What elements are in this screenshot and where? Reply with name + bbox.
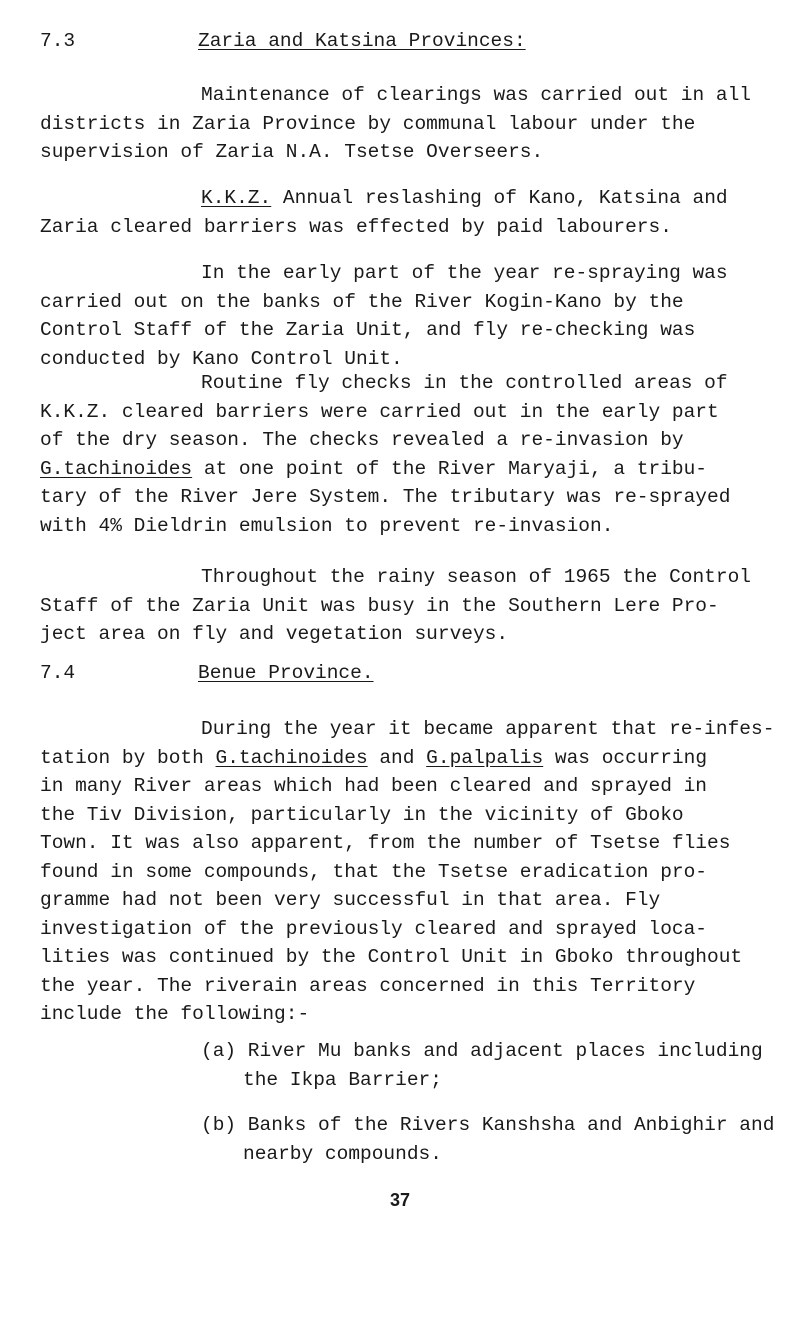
text-line: Zaria cleared barriers was effected by paid labourers. [40, 215, 672, 238]
text-line: Staff of the Zaria Unit was busy in the Southern Lere Pro- [40, 594, 719, 617]
text-line: Throughout the rainy season of 1965 the Control [201, 566, 751, 588]
text-fragment: and [367, 746, 427, 769]
text-line: with 4% Dieldrin emulsion to prevent re-invasion. [40, 514, 614, 537]
text-fragment: Banks of the Rivers Kanshsha and Anbighir and [236, 1114, 775, 1136]
text-fragment: was occurring [543, 746, 708, 769]
section-heading-7-3 [40, 30, 526, 52]
section-number: 7.3 [40, 30, 76, 52]
text-fragment: at one point of the River Maryaji, a tribu- [192, 457, 708, 480]
text-line: found in some compounds, that the Tsetse eradication pro- [40, 860, 708, 883]
paragraph-rainy-season [40, 563, 760, 649]
text-fragment: tation by both [40, 746, 216, 769]
text-line: carried out on the banks of the River Kogin-Kano by the [40, 290, 684, 313]
species-name: G.palpalis [426, 746, 544, 769]
section-title: Benue Province. [198, 662, 374, 684]
text-line: the Ikpa Barrier; [243, 1068, 442, 1091]
text-line: lities was continued by the Control Unit in Gboko throughout [40, 946, 743, 968]
item-label: (b) [201, 1114, 237, 1136]
text-line: K.K.Z. cleared barriers were carried out in the early part [40, 400, 719, 423]
paragraph-kkz-reslashing [40, 184, 760, 241]
text-line: tary of the River Jere System. The tributary was re-sprayed [40, 486, 731, 508]
text-fragment: Annual reslashing of Kano, Katsina and [271, 187, 728, 209]
text-line: During the year it became apparent that re-infes- [201, 718, 775, 740]
text-line: Town. It was also apparent, from the number of Tsetse flies [40, 832, 731, 854]
text-line: Control Staff of the Zaria Unit, and fly re-checking was [40, 319, 696, 341]
text-line: the Tiv Division, particularly in the vicinity of Gboko [40, 803, 684, 826]
text-line: supervision of Zaria N.A. Tsetse Overseers. [40, 141, 544, 163]
paragraph-respraying [40, 259, 760, 373]
text-line [40, 184, 760, 213]
paragraph-reinfestation [40, 715, 775, 1029]
text-line: districts in Zaria Province by communal labour under the [40, 112, 696, 135]
text-line [40, 455, 760, 484]
text-line: ject area on fly and vegetation surveys. [40, 623, 509, 645]
text-line: the year. The riverain areas concerned in this Territory [40, 974, 696, 997]
section-number: 7.4 [40, 662, 76, 684]
text-line: investigation of the previously cleared and sprayed loca- [40, 917, 708, 940]
item-label: (a) [201, 1040, 237, 1062]
page-number: 37 [389, 1190, 411, 1210]
species-name: G.tachinoides [40, 457, 193, 480]
text-line: in many River areas which had been cleared and sprayed in [40, 775, 708, 797]
paragraph-maintenance [40, 81, 760, 167]
text-line: Routine fly checks in the controlled areas of [201, 372, 728, 394]
paragraph-routine-fly-checks [40, 369, 760, 540]
text-line [40, 744, 760, 773]
list-item-a [201, 1037, 763, 1094]
text-line: include the following:- [40, 1003, 310, 1025]
text-line: Maintenance of clearings was carried out in all [201, 84, 751, 106]
text-fragment: River Mu banks and adjacent places including [236, 1040, 763, 1062]
text-line [201, 1111, 774, 1140]
text-line: In the early part of the year re-spraying was [201, 262, 728, 284]
kkz-abbrev: K.K.Z. [201, 187, 272, 209]
species-name: G.tachinoides [215, 746, 368, 769]
text-line [201, 1037, 763, 1066]
text-line: gramme had not been very successful in that area. Fly [40, 889, 661, 911]
section-heading-7-4 [40, 662, 374, 684]
section-title: Zaria and Katsina Provinces: [198, 30, 526, 52]
text-line: of the dry season. The checks revealed a re-invasion by [40, 429, 684, 451]
text-line: conducted by Kano Control Unit. [40, 347, 403, 370]
list-item-b [201, 1111, 774, 1168]
text-line: nearby compounds. [243, 1142, 442, 1165]
